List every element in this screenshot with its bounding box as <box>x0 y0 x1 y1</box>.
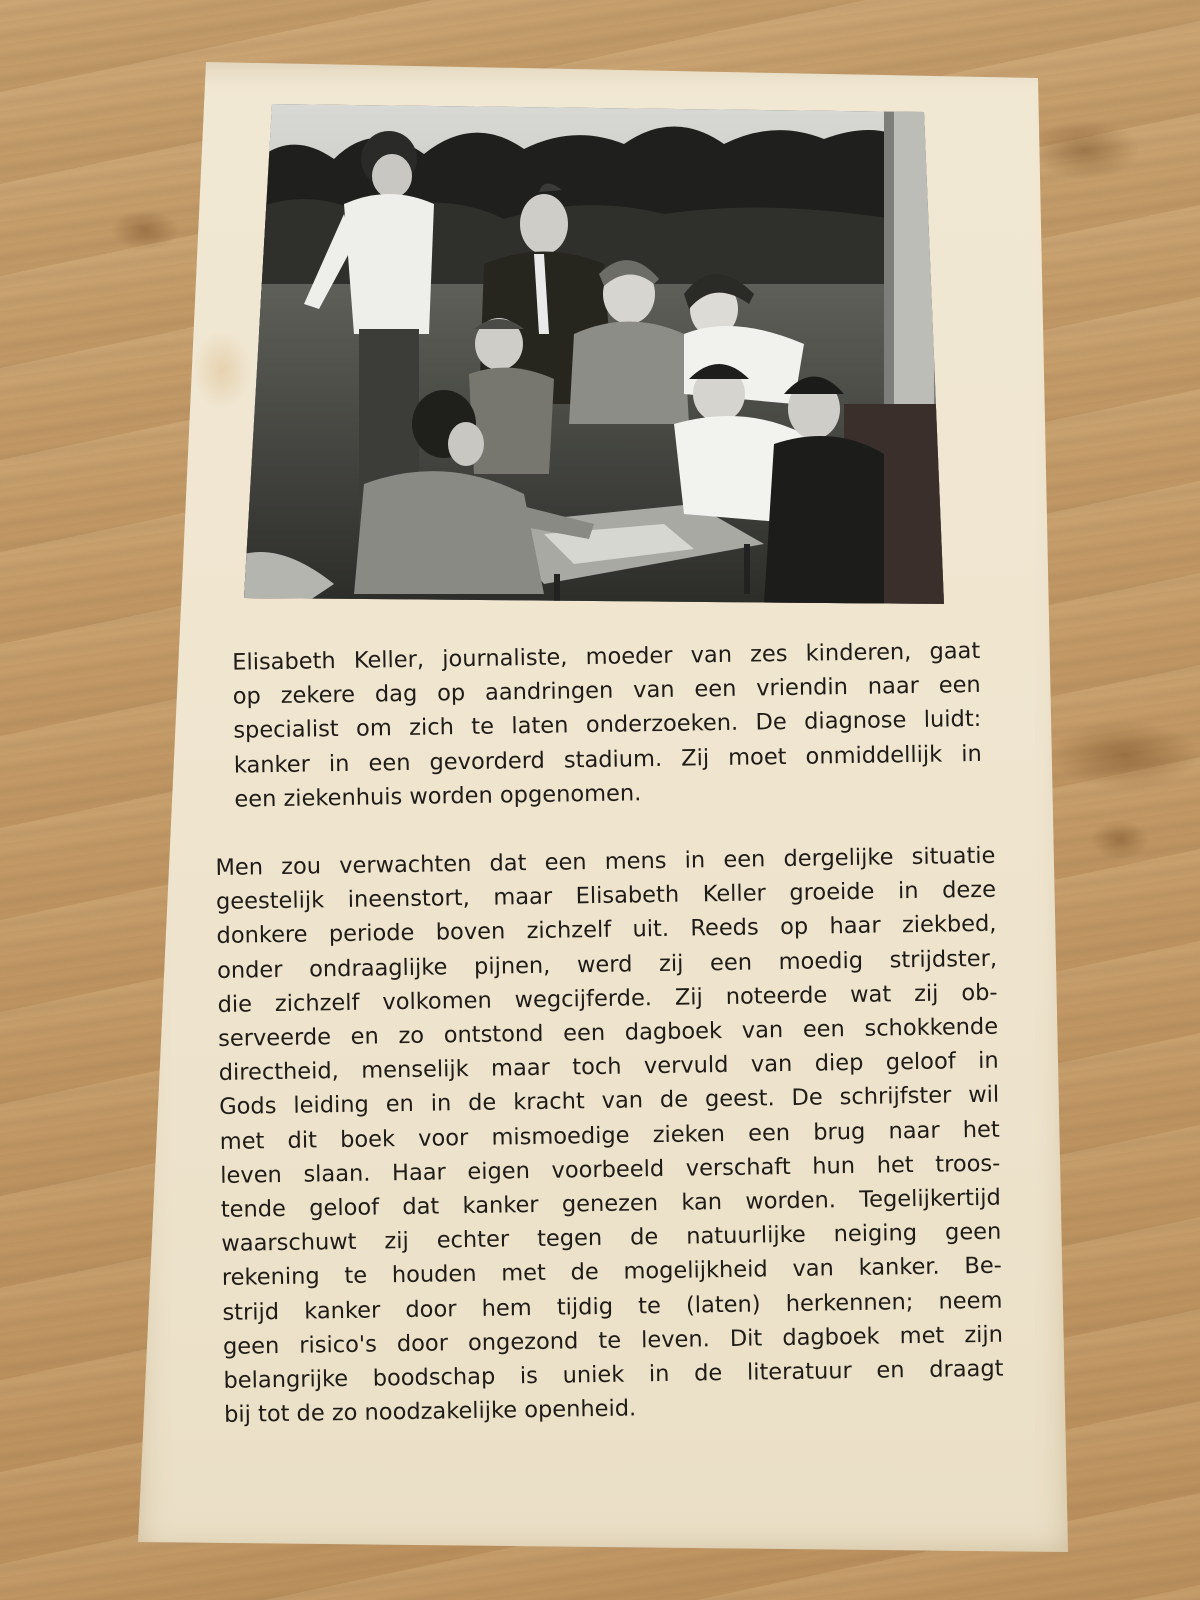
text-line: geen risico's door ongezond te leven. Dit dagboek met zijn <box>222 1321 1004 1360</box>
text-line: een ziekenhuis worden opgenomen. <box>234 780 642 813</box>
text-line: directheid, menselijk maar toch vervuld van diep geloof in <box>218 1047 999 1087</box>
cover-photo <box>244 104 944 604</box>
text-line: waarschuwt zij echter tegen de natuurlijke neiging geen <box>221 1218 1002 1258</box>
text-line: Elisabeth Keller, journaliste, moeder van zes kinderen, gaat <box>232 637 981 676</box>
text-line: onder ondraaglijke pijnen, werd zij een moedig strijdster, <box>216 945 998 984</box>
text-line: leven slaan. Haar eigen voorbeeld verschaft hun het troos- <box>220 1150 1001 1189</box>
wood-knot <box>1090 820 1150 860</box>
text-line: die zichzelf volkomen wegcijferde. Zij noteerde wat zij ob- <box>217 979 998 1018</box>
wood-knot <box>1050 720 1200 790</box>
blurb-text <box>212 634 1004 1433</box>
text-line: Men zou verwachten dat een mens in een dergelijke situatie <box>215 842 996 881</box>
text-line: belangrijke boodschap is uniek in de literatuur en draagt <box>223 1355 1004 1394</box>
text-line: specialist om zich te laten onderzoeken. De diagnose luidt: <box>233 706 982 745</box>
text-line: tende geloof dat kanker genezen kan worden. Tegelijkertijd <box>220 1184 1001 1223</box>
text-line: Gods leiding en in de kracht van de geest. De schrijfster wil <box>219 1082 1000 1121</box>
cover-stain <box>192 330 252 410</box>
text-line: donkere periode boven zichzelf uit. Reeds op haar ziekbed, <box>216 911 997 950</box>
paragraph-1 <box>212 634 995 817</box>
text-line: kanker in een gevorderd stadium. Zij moet onmiddellijk in <box>233 740 982 779</box>
text-line: met dit boek voor mismoedige zieken een brug naar het <box>219 1116 1000 1155</box>
wood-knot <box>110 210 180 250</box>
paragraph-2 <box>215 839 1004 1433</box>
text-line: rekening te houden met de mogelijkheid van kanker. Be- <box>221 1253 1003 1292</box>
text-line: serveerde en zo ontstond een dagboek van een schokkende <box>217 1013 999 1052</box>
text-line: strijd kanker door hem tijdig te (laten) herkennen; neem <box>222 1287 1003 1326</box>
text-line: bij tot de zo noodzakelijke openheid. <box>223 1395 637 1429</box>
wood-knot <box>1030 120 1140 180</box>
text-line: op zekere dag op aandringen van een vriendin naar een <box>232 672 981 710</box>
text-line: geestelijk ineenstort, maar Elisabeth Keller groeide in deze <box>215 876 997 916</box>
